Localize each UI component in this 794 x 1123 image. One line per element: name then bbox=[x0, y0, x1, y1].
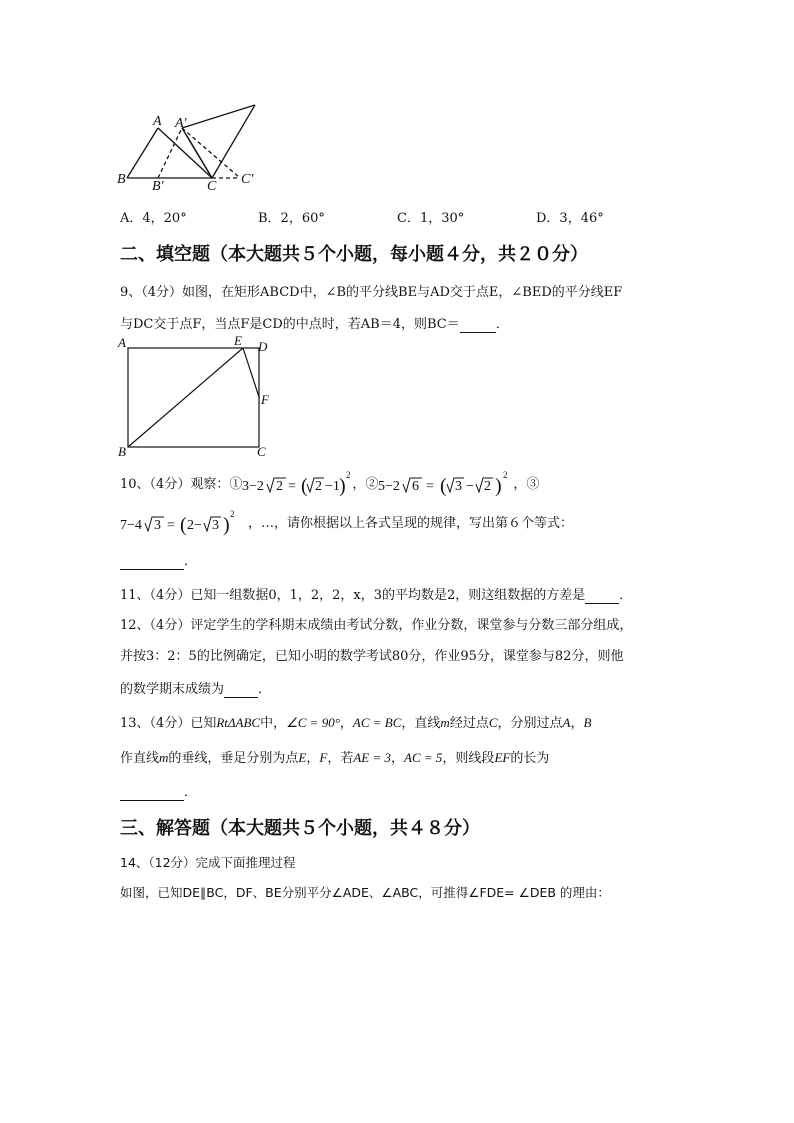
svg-text:3: 3 bbox=[154, 518, 161, 533]
q10-line3-end: ． bbox=[184, 554, 198, 569]
q13-l2b: 的垂线，垂足分别为点 bbox=[168, 751, 299, 766]
q9-line2 bbox=[120, 313, 509, 333]
q9-line2-end: ． bbox=[495, 317, 509, 332]
q13-ae-value: AE = 3 bbox=[353, 750, 392, 765]
q9-line2-text: 与DC交于点F，当点F是CD的中点时，若AB＝4，则BC＝ bbox=[120, 317, 460, 332]
q13-point-e: E bbox=[298, 750, 307, 765]
svg-text:=: = bbox=[426, 479, 435, 494]
segment-ab bbox=[127, 128, 158, 178]
q10-line2-text: ，…，请你根据以上各式呈现的规律，写出第６个等式： bbox=[248, 516, 574, 531]
q12-line1: 12、（4分）评定学生的学科期末成绩由考试分数，作业分数，课堂参与分数三部分组成， bbox=[120, 618, 633, 633]
q13-line-m-2: m bbox=[159, 750, 169, 765]
q13-l1f: ，分别过点 bbox=[497, 716, 563, 731]
segment-a1c1-dashed bbox=[182, 128, 240, 178]
q13-l1d: ，直线 bbox=[401, 716, 441, 731]
option-a: A．4，20° bbox=[120, 211, 187, 226]
q10-line2 bbox=[120, 509, 573, 537]
q13-line2 bbox=[120, 747, 549, 766]
q12-answer-blank[interactable] bbox=[224, 682, 258, 698]
q13-line-m: m bbox=[440, 715, 450, 730]
q9-line1: 9、（4分）如图，在矩形ABCD中，∠B的平分线BE与AD交于点E，∠BED的平分线EF bbox=[120, 285, 623, 300]
segment-ac bbox=[158, 128, 212, 178]
q14-line1: 14、（12分）完成下面推理过程 bbox=[120, 855, 296, 870]
label-b-prime: B′ bbox=[152, 179, 164, 194]
q11-line bbox=[120, 584, 632, 604]
q13-line3 bbox=[120, 781, 197, 801]
q10-line1 bbox=[120, 470, 539, 496]
q13-ac-value: AC = 5 bbox=[404, 750, 443, 765]
svg-text:2: 2 bbox=[346, 470, 351, 480]
segment-be bbox=[128, 348, 243, 447]
option-b: B．2，60° bbox=[258, 211, 325, 226]
svg-text:5−2: 5−2 bbox=[378, 479, 401, 494]
label-a: A bbox=[118, 335, 126, 350]
svg-text:2−: 2− bbox=[187, 518, 202, 533]
svg-text:3: 3 bbox=[212, 518, 219, 533]
q12-line3-text: 的数学期末成绩为 bbox=[120, 682, 225, 697]
q13-l1c: ， bbox=[339, 716, 353, 731]
q10-sep1: ，② bbox=[352, 477, 379, 492]
q13-ac-eq-bc: AC = BC bbox=[352, 715, 402, 730]
q10-equation-3 bbox=[120, 509, 248, 539]
q11-answer-blank[interactable] bbox=[585, 588, 619, 604]
label-c: C bbox=[257, 444, 266, 459]
section-heading-solutions: 三、解答题（本大题共５个小题，共４８分） bbox=[120, 818, 480, 839]
q10-prefix: 10、（4分）观察：① bbox=[120, 477, 243, 492]
label-a: A bbox=[153, 114, 162, 129]
svg-text:6: 6 bbox=[412, 479, 420, 494]
label-a-prime: A′ bbox=[175, 116, 187, 131]
svg-text:(: ( bbox=[180, 514, 187, 536]
label-d: D bbox=[258, 339, 268, 354]
q12-line3 bbox=[120, 678, 271, 698]
svg-text:3−2: 3−2 bbox=[242, 479, 265, 494]
q12-line3-end: ． bbox=[258, 682, 272, 697]
q13-angle-c: ∠C = 90° bbox=[286, 715, 340, 730]
q13-l2c: ， bbox=[306, 751, 320, 766]
q11-text: 11、（4分）已知一组数据0，1，2，2，x，3的平均数是2，则这组数据的方差是 bbox=[120, 588, 586, 603]
svg-text:=: = bbox=[288, 479, 297, 494]
svg-text:7−4: 7−4 bbox=[120, 518, 142, 533]
q9-answer-blank[interactable] bbox=[460, 317, 496, 333]
svg-text:(: ( bbox=[440, 475, 448, 497]
q13-l2e: ， bbox=[391, 751, 405, 766]
label-c-prime: C′ bbox=[241, 172, 254, 187]
q11-end: ． bbox=[619, 588, 633, 603]
svg-text:2: 2 bbox=[503, 470, 508, 480]
svg-text:): ) bbox=[223, 514, 230, 536]
figure-triangles bbox=[115, 100, 265, 195]
q10-equation-1 bbox=[242, 470, 352, 500]
segment-b1a1-dashed bbox=[158, 128, 182, 178]
label-b: B bbox=[117, 172, 126, 187]
svg-text:3: 3 bbox=[455, 479, 463, 494]
q10-answer-blank[interactable] bbox=[120, 554, 184, 570]
q13-l2g: 的长为 bbox=[510, 751, 550, 766]
figure-rectangle bbox=[115, 335, 280, 460]
q13-segment-ef: EF bbox=[494, 750, 511, 765]
q12-line2: 并按3：2：5的比例确定，已知小明的数学考试80分，作业95分，课堂参与82分，则他 bbox=[120, 649, 624, 664]
svg-text:−: − bbox=[466, 479, 475, 494]
q13-l1e: 经过点 bbox=[449, 716, 489, 731]
label-b: B bbox=[118, 444, 126, 459]
q13-answer-blank[interactable] bbox=[120, 785, 184, 801]
svg-text:2: 2 bbox=[315, 479, 323, 494]
q10-line3 bbox=[120, 550, 197, 570]
q13-point-f: F bbox=[319, 750, 328, 765]
q13-point-c: C bbox=[488, 715, 498, 730]
option-c: C．1，30° bbox=[397, 211, 465, 226]
q10-sep2: ，③ bbox=[513, 477, 540, 492]
q13-l1b: 中， bbox=[260, 716, 287, 731]
rectangle-abcd bbox=[128, 348, 259, 447]
q13-point-a: A bbox=[562, 715, 571, 730]
q13-l1g: ， bbox=[570, 716, 584, 731]
label-e: E bbox=[234, 335, 242, 348]
q13-line3-end: ． bbox=[184, 785, 198, 800]
q13-l2f: ，则线段 bbox=[442, 751, 495, 766]
q13-rt-triangle: RtΔABC bbox=[216, 715, 261, 730]
svg-text:2: 2 bbox=[276, 479, 284, 494]
segment-ef bbox=[243, 348, 259, 397]
option-d: D．3，46° bbox=[536, 211, 604, 226]
svg-text:): ) bbox=[339, 475, 346, 497]
section-heading-fill-in: 二、填空题（本大题共５个小题，每小题４分，共２０分） bbox=[120, 244, 588, 265]
svg-text:=: = bbox=[167, 518, 175, 533]
q13-point-b: B bbox=[583, 715, 592, 730]
q14-line2: 如图，已知DE∥BC，DF、BE分别平分∠ADE、∠ABC，可推得∠FDE= ∠DEB 的理由： bbox=[120, 885, 610, 900]
svg-text:): ) bbox=[495, 475, 503, 497]
q13-line1 bbox=[120, 712, 591, 731]
label-f: F bbox=[261, 392, 269, 407]
svg-text:−1: −1 bbox=[325, 479, 341, 494]
svg-text:2: 2 bbox=[484, 479, 492, 494]
label-c: C bbox=[207, 179, 217, 194]
svg-text:2: 2 bbox=[230, 509, 235, 519]
q13-l1a: 13、（4分）已知 bbox=[120, 716, 217, 731]
q13-l2d: ，若 bbox=[327, 751, 354, 766]
svg-text:(: ( bbox=[301, 475, 308, 497]
q13-l2a: 作直线 bbox=[120, 751, 160, 766]
